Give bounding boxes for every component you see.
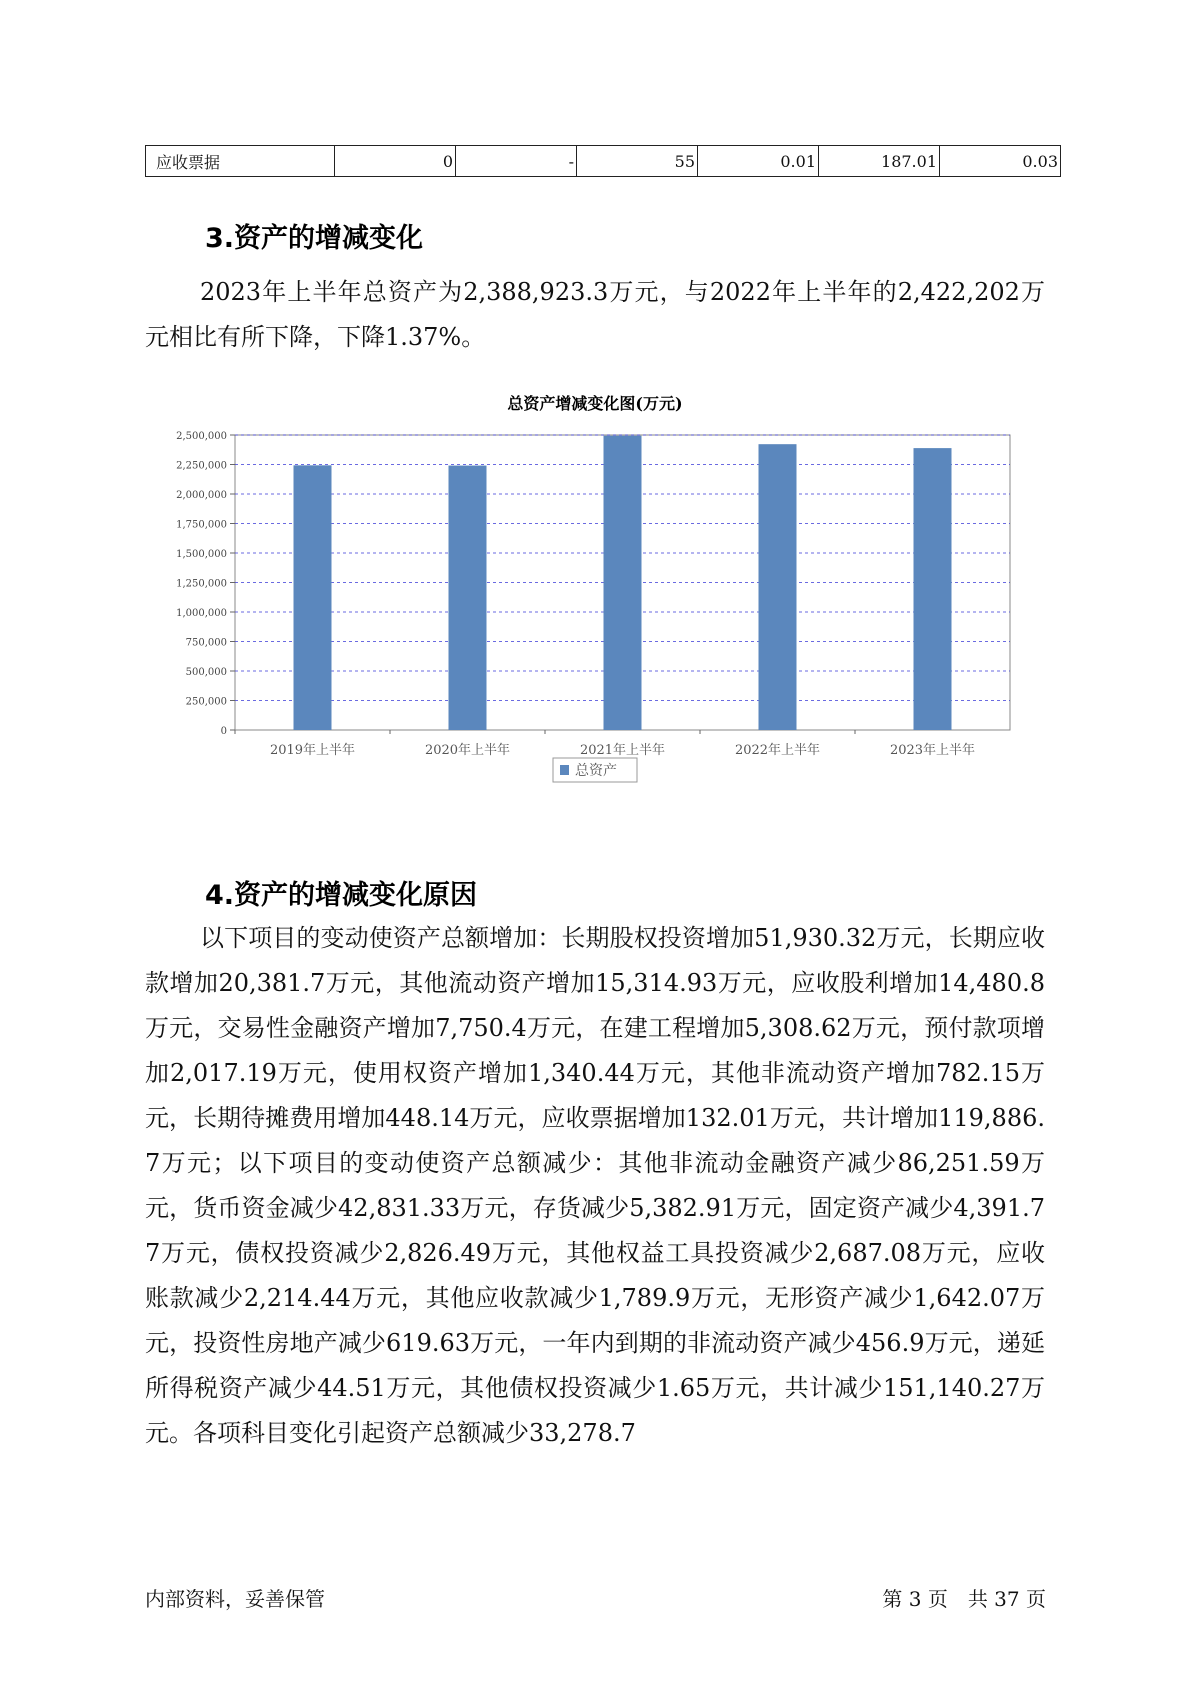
table-cell: 0 [335,146,456,177]
table-cell-label: 应收票据 [146,146,335,177]
x-tick-label: 2020年上半年 [424,743,511,758]
y-tick-label: 750,000 [185,637,227,649]
footer-note: 内部资料，妥善保管 [145,1587,325,1611]
table-cell: 55 [577,146,698,177]
table-cell: 0.01 [698,146,819,177]
bar [604,436,642,730]
chart-y-axis [176,431,235,737]
page-number: 第 3 页 共 37 页 [882,1587,1046,1611]
section-heading: 3.资产的增减变化 [205,223,424,254]
y-tick-label: 0 [220,726,227,737]
y-tick-label: 250,000 [185,696,227,708]
y-tick-label: 1,500,000 [176,549,227,560]
x-tick-label: 2022年上半年 [734,743,821,758]
chart-legend [553,758,637,782]
y-tick-label: 1,250,000 [176,578,227,590]
y-tick-label: 1,000,000 [176,608,227,619]
bar [914,448,952,730]
y-tick-label: 2,000,000 [176,490,227,501]
data-table [145,145,1061,177]
table-cell: - [456,146,577,177]
legend-swatch [560,765,569,775]
total-assets-bar-chart [150,385,1030,845]
table-cell: 187.01 [819,146,940,177]
chart-title: 总资产增减变化图(万元) [507,394,683,413]
x-tick-label: 2023年上半年 [889,743,976,758]
legend-label: 总资产 [575,763,617,779]
y-tick-label: 2,250,000 [176,460,227,472]
bar [294,465,332,730]
y-tick-label: 500,000 [185,667,227,678]
y-tick-label: 1,750,000 [176,519,227,531]
table-row [146,146,1061,177]
x-tick-label: 2019年上半年 [269,743,356,758]
y-tick-label: 2,500,000 [176,431,227,442]
section-heading: 4.资产的增减变化原因 [205,880,478,911]
section-paragraph: 2023年上半年总资产为2,388,923.3万元，与2022年上半年的2,422,202万元相比有所下降，下降1.37%。 [145,278,1045,351]
x-tick-label: 2021年上半年 [579,743,666,758]
section-paragraph: 以下项目的变动使资产总额增加：长期股权投资增加51,930.32万元，长期应收款增加20,381.7万元，其他流动资产增加15,314.93万元，应收股利增加14,480.8万元，交易性金融资产增加7,750.4万元，在建工程增加5,308.62万元，预付款项增加2,017.19万元，使用权资产增加1,340.44万元，其他非流动资产增加782.15万元，长期待摊费用增加448.14万元，应收票据增加132.01万元，共计增加119,886.7万元；以下项目的变动使资产总额减少：其他非流动金融资产减少86,251.59万元，货币资金减少42,831.33万元，存货减少5,382.91万元，固定资产减少4,391.77万元，债权投资减少2,826.49万元，其他权益工具投资减少2,687.08万元，应收账款减少2,214.44万元，其他应收款减少1,789.9万元，无形资产减少1,642.07万元，投资性房地产减少619.63万元，一年内到期的非流动资产减少456.9万元，递延所得税资产减少44.51万元，其他债权投资减少1.65万元，共计减少151,140.27万元。各项科目变化引起资产总额减少33,278.7 [145,924,1045,1447]
bar [449,466,487,730]
table-cell: 0.03 [940,146,1061,177]
chart-x-axis [235,730,975,758]
bar [759,444,797,730]
